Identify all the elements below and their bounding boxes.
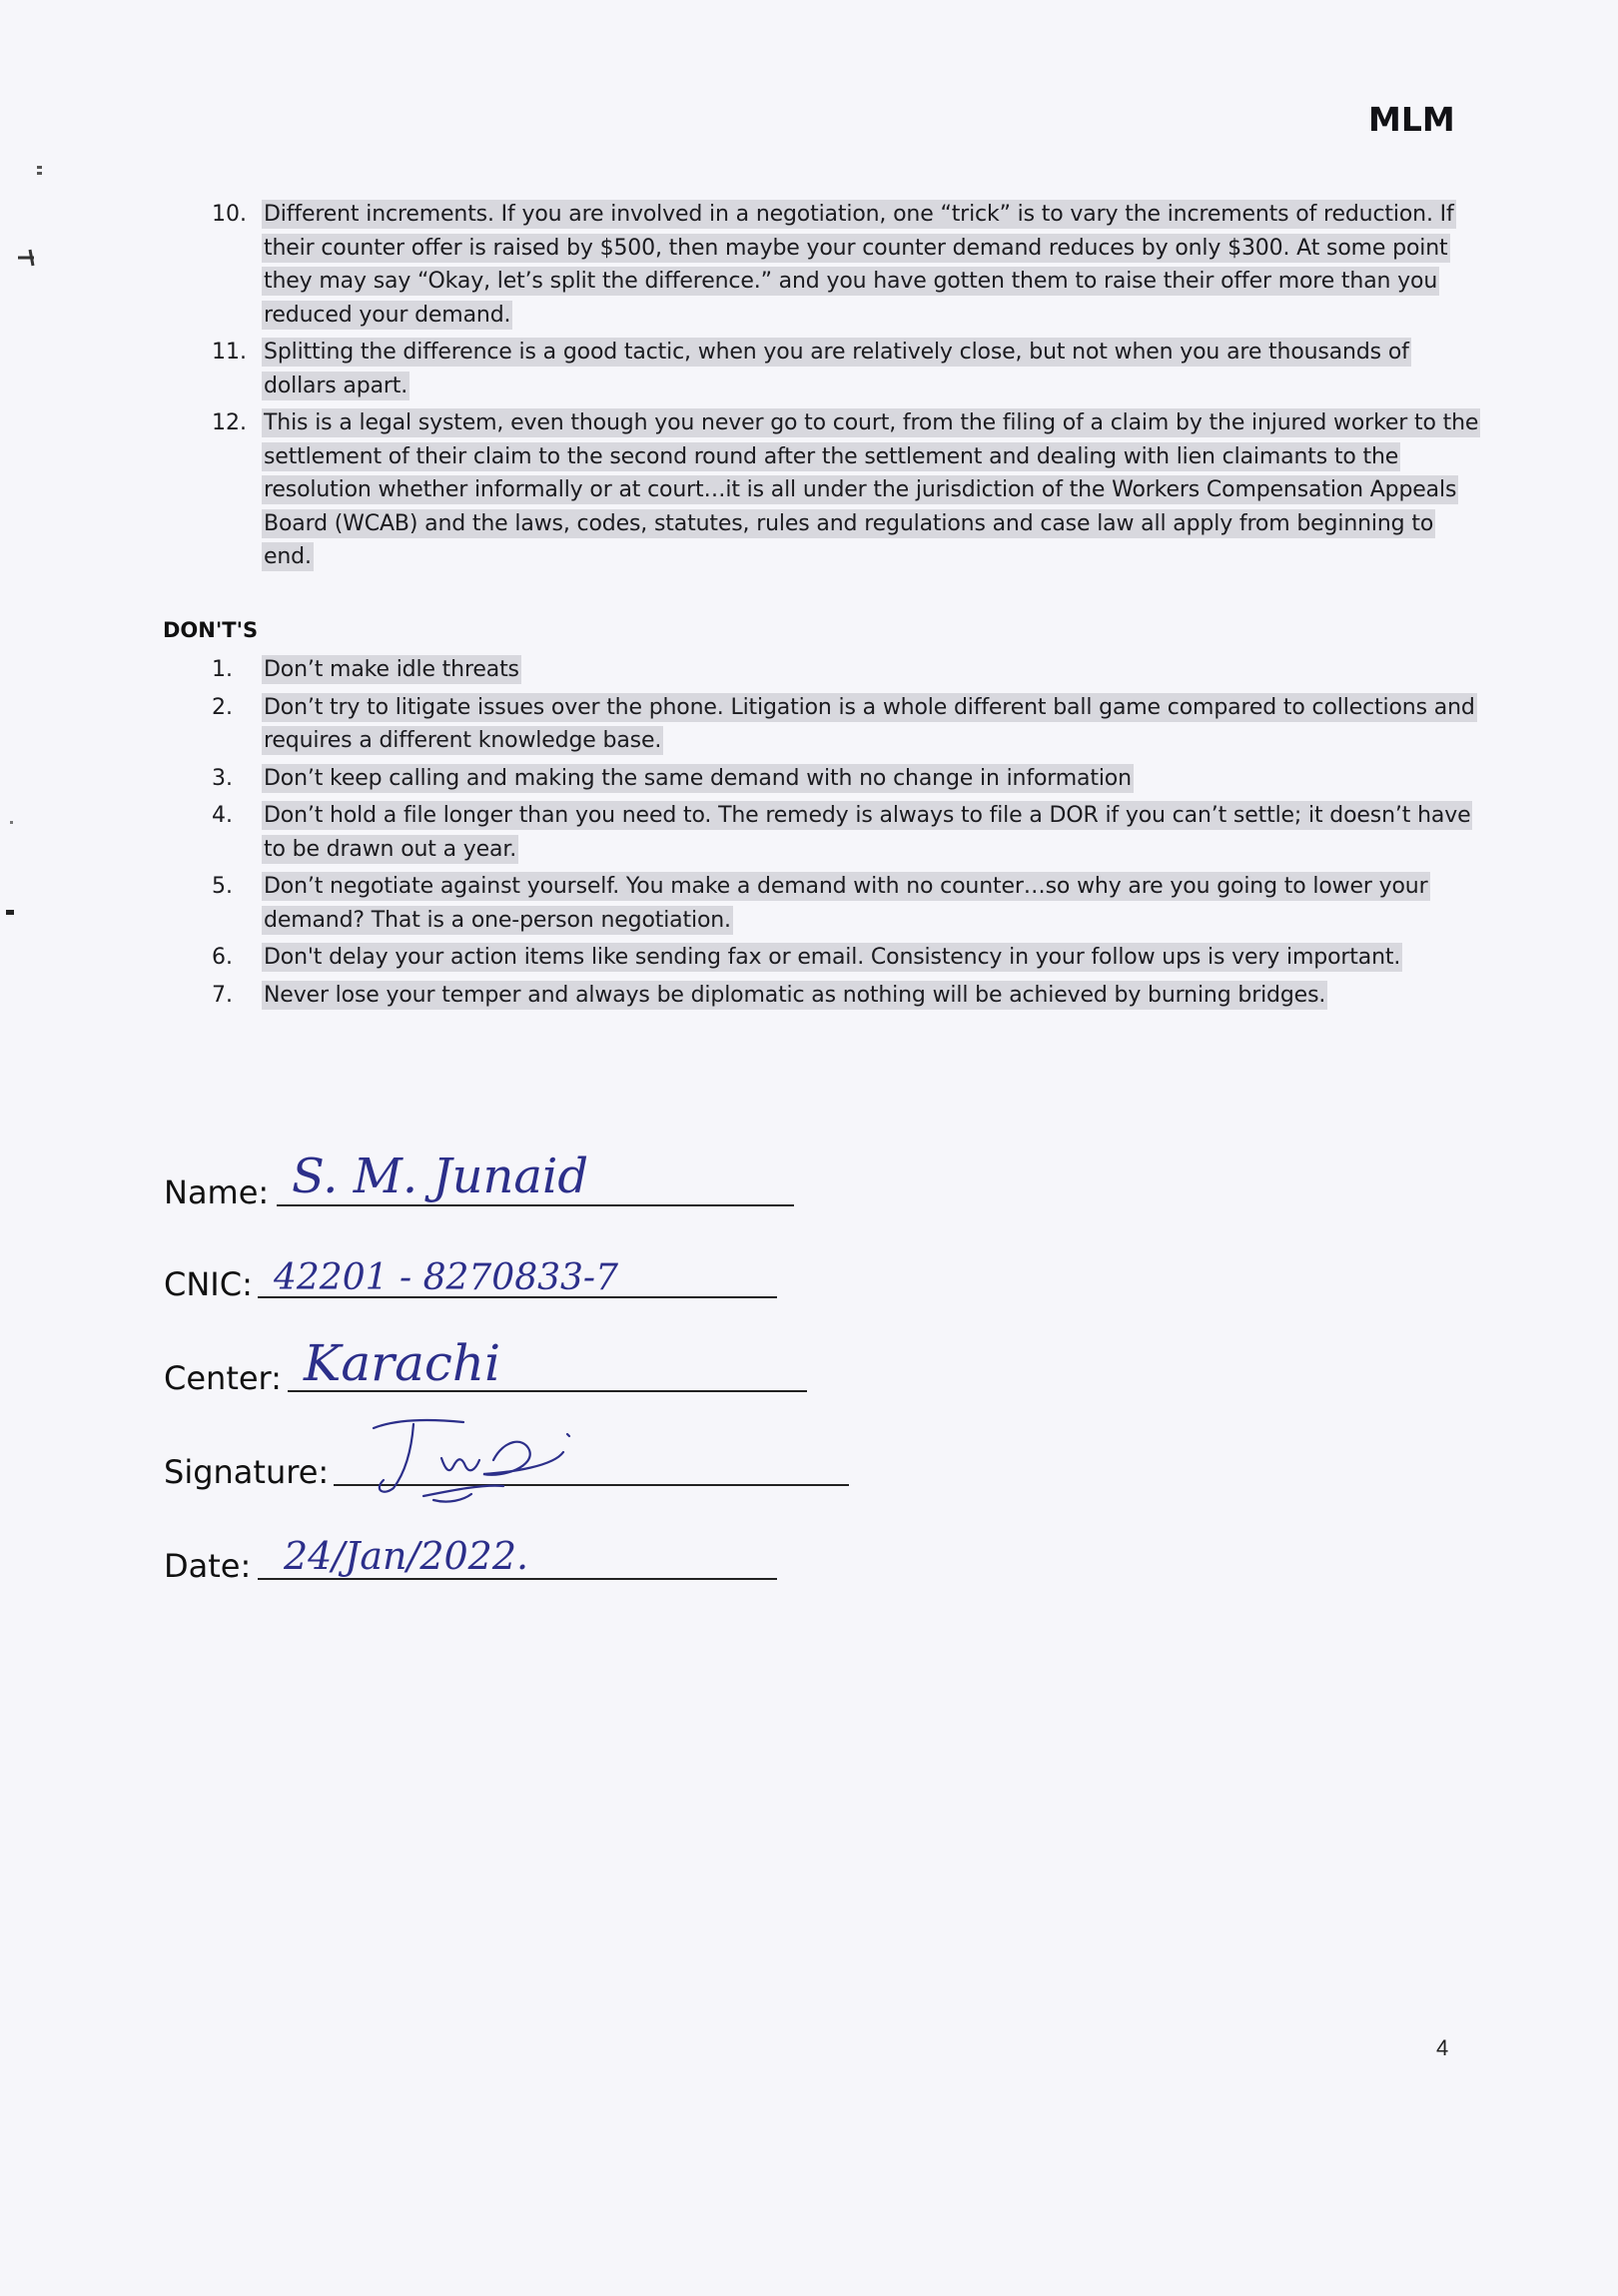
name-underline bbox=[277, 1204, 794, 1206]
list-item bbox=[212, 336, 1480, 402]
list-item bbox=[212, 979, 1480, 1013]
speck bbox=[37, 172, 42, 175]
speck bbox=[6, 910, 14, 915]
center-field bbox=[164, 1318, 823, 1398]
list-item-number: 5. bbox=[212, 874, 233, 899]
list-item bbox=[212, 799, 1480, 866]
list-item-number: 11. bbox=[212, 340, 247, 365]
list-item-text-block bbox=[262, 336, 1480, 402]
list-item bbox=[212, 653, 1480, 687]
list-item-text-block bbox=[262, 762, 1480, 796]
list-item-text: This is a legal system, even though you never go to court, from the filing of a claim by the injured worker to the settlement of their claim to the second round after the settlement and dealing with lien claimants to the resolution whether informally or at court…it is all under the jurisdiction of the Workers Compensation Appeals Board (WCAB) and the laws, codes, statutes, rules and regulations and case law all apply from beginning to end. bbox=[264, 410, 1479, 569]
speck bbox=[37, 166, 42, 169]
list-item-text: Don’t try to litigate issues over the phone. Litigation is a whole different ball game compared to collections and requires a different knowledge base. bbox=[264, 694, 1475, 753]
list-item-text-block bbox=[262, 198, 1480, 332]
cnic-field bbox=[164, 1224, 803, 1304]
list-item bbox=[212, 941, 1480, 975]
list-item-text-block bbox=[262, 691, 1480, 758]
list-item-number: 6. bbox=[212, 945, 233, 970]
name-field bbox=[164, 1133, 803, 1212]
list-item-number: 12. bbox=[212, 410, 247, 435]
list-item-number: 2. bbox=[212, 694, 233, 720]
list-item-text-block bbox=[262, 979, 1480, 1013]
list-item-text: Don’t negotiate against yourself. You make a demand with no counter…so why are you going to lower your demand? That is a one-person negotiation. bbox=[264, 874, 1428, 933]
center-label: Center: bbox=[164, 1359, 282, 1397]
list-item-text-block bbox=[262, 406, 1480, 574]
list-item-text: Don’t make idle threats bbox=[264, 657, 519, 682]
list-item bbox=[212, 198, 1480, 332]
list-item bbox=[212, 406, 1480, 574]
date-underline bbox=[258, 1578, 777, 1580]
date-field bbox=[164, 1506, 803, 1586]
speck bbox=[10, 821, 13, 824]
date-label: Date: bbox=[164, 1547, 252, 1585]
list-item-text: Never lose your temper and always be diplomatic as nothing will be achieved by burning bridges. bbox=[264, 982, 1326, 1008]
name-label: Name: bbox=[164, 1173, 270, 1211]
signature-field bbox=[164, 1412, 863, 1492]
list-item-text: Don’t hold a file longer than you need to. The remedy is always to file a DOR if you can’t settle; it doesn’t have to be drawn out a year. bbox=[264, 803, 1471, 862]
list-item-number: 4. bbox=[212, 803, 233, 828]
list-item-number: 1. bbox=[212, 657, 233, 682]
list-item bbox=[212, 691, 1480, 758]
signature-label: Signature: bbox=[164, 1453, 330, 1491]
name-handwritten-value: S. M. Junaid bbox=[292, 1148, 589, 1204]
list-item-text: Don't delay your action items like sending fax or email. Consistency in your follow ups is very important. bbox=[264, 945, 1401, 970]
scan-specks bbox=[0, 0, 60, 959]
donts-list bbox=[212, 653, 1480, 1016]
center-handwritten-value: Karachi bbox=[304, 1334, 501, 1392]
list-item-number: 10. bbox=[212, 202, 247, 227]
list-item-text-block bbox=[262, 653, 1480, 687]
date-handwritten-value: 24/Jan/2022. bbox=[284, 1534, 529, 1578]
list-item-text-block bbox=[262, 799, 1480, 866]
speck bbox=[18, 250, 34, 266]
list-item-number: 3. bbox=[212, 765, 233, 791]
donts-heading: DON'T'S bbox=[163, 618, 259, 642]
list-item-text: Splitting the difference is a good tactic, when you are relatively close, but not when you are thousands of dollars apart. bbox=[264, 340, 1409, 398]
list-item bbox=[212, 870, 1480, 937]
continued-tips-list bbox=[212, 198, 1480, 578]
document-code: MLM bbox=[1368, 100, 1455, 139]
list-item-text: Different increments. If you are involved in a negotiation, one “trick” is to vary the increments of reduction. If their counter offer is raised by $500, then maybe your counter demand reduces by only $300. At some point they may say “Okay, let’s split the difference.” and you have gotten them to raise their offer more than you reduced your demand. bbox=[264, 202, 1454, 328]
page-number: 4 bbox=[1436, 2035, 1449, 2060]
list-item bbox=[212, 762, 1480, 796]
cnic-label: CNIC: bbox=[164, 1265, 253, 1303]
list-item-text-block bbox=[262, 870, 1480, 937]
cnic-handwritten-value: 42201 - 8270833-7 bbox=[274, 1257, 618, 1298]
list-item-text-block bbox=[262, 941, 1480, 975]
list-item-number: 7. bbox=[212, 982, 233, 1008]
handwritten-signature bbox=[354, 1400, 583, 1510]
list-item-text: Don’t keep calling and making the same demand with no change in information bbox=[264, 765, 1132, 791]
